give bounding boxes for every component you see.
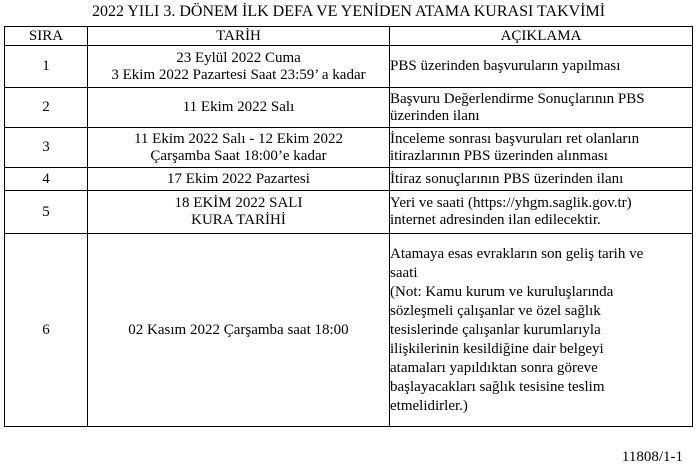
date-line: 11 Ekim 2022 Salı [182, 99, 295, 115]
table-row [5, 46, 693, 88]
date-line: 02 Kasım 2022 Çarşamba saat 18:00 [128, 321, 349, 338]
description-line: (Not: Kamu kurum ve kuruluşlarında [390, 283, 614, 300]
description-line: PBS üzerinden başvuruların yapılması [390, 58, 621, 74]
table-row [5, 168, 693, 191]
description-line: Yeri ve saati (https://yhgm.saglik.gov.tr) [390, 195, 632, 211]
description-line: başlayacakları sağlık tesisine teslim [390, 378, 605, 395]
row-date [88, 234, 390, 427]
date-line: 23 Eylül 2022 Cuma [176, 49, 301, 66]
row-date [88, 88, 390, 128]
description-line: internet adresinden ilan edilecektir. [390, 212, 601, 228]
row-number: 2 [5, 88, 88, 128]
table-row [5, 234, 693, 427]
table-row [5, 128, 693, 168]
date-line: KURA TARİHİ [191, 212, 286, 228]
row-date [88, 191, 390, 234]
row-description [390, 191, 693, 234]
row-description [390, 234, 693, 427]
header-sira: SIRA [5, 27, 88, 46]
row-number: 1 [5, 46, 88, 88]
document-reference-number: 11808/1-1 [621, 449, 683, 465]
table-row [5, 88, 693, 128]
row-number: 4 [5, 168, 88, 191]
row-number: 3 [5, 128, 88, 168]
description-line: etmelidirler.) [390, 397, 468, 414]
description-line: sözleşmeli çalışanlar ve özel sağlık [390, 302, 601, 319]
row-date [88, 46, 390, 88]
description-line: itirazlarının PBS üzerinden alınması [390, 147, 608, 164]
row-date [88, 128, 390, 168]
table-row [5, 191, 693, 234]
row-number: 6 [5, 234, 88, 427]
description-line: saati [390, 264, 418, 281]
table-header-row [5, 27, 693, 46]
row-number: 5 [5, 191, 88, 234]
date-line: 11 Ekim 2022 Salı - 12 Ekim 2022 [133, 130, 344, 147]
description-line: Başvuru Değerlendirme Sonuçlarının PBS [390, 90, 645, 107]
description-line: ilişkilerinin kesildiğine dair belgeyi [390, 340, 604, 357]
row-description [390, 88, 693, 128]
description-line: tesislerinde çalışanlar kurumlarıyla [390, 321, 601, 338]
description-line: İtiraz sonuçlarının PBS üzerinden ilanı [390, 170, 624, 187]
description-line: Atamaya esas evrakların son geliş tarih ve [390, 245, 644, 262]
description-line: üzerinden ilanı [390, 107, 480, 124]
description-line: atamaları yapıldıktan sonra göreve [390, 359, 598, 376]
row-date [88, 168, 390, 191]
date-line: 18 EKİM 2022 SALI [174, 195, 303, 211]
header-tarih: TARİH [88, 27, 390, 46]
header-aciklama: AÇIKLAMA [390, 27, 693, 46]
date-line: 17 Ekim 2022 Pazartesi [167, 170, 310, 187]
row-description [390, 168, 693, 191]
schedule-table [4, 26, 693, 427]
row-description [390, 128, 693, 168]
date-line: 3 Ekim 2022 Pazartesi Saat 23:59’ a kadar [111, 66, 366, 83]
description-line: İnceleme sonrası başvuruları ret olanların [390, 130, 640, 147]
date-line: Çarşamba Saat 18:00’e kadar [150, 147, 327, 164]
row-description [390, 46, 693, 88]
document-title: 2022 YILI 3. DÖNEM İLK DEFA VE YENİDEN ATAMA KURASI TAKVİMİ [91, 3, 606, 20]
